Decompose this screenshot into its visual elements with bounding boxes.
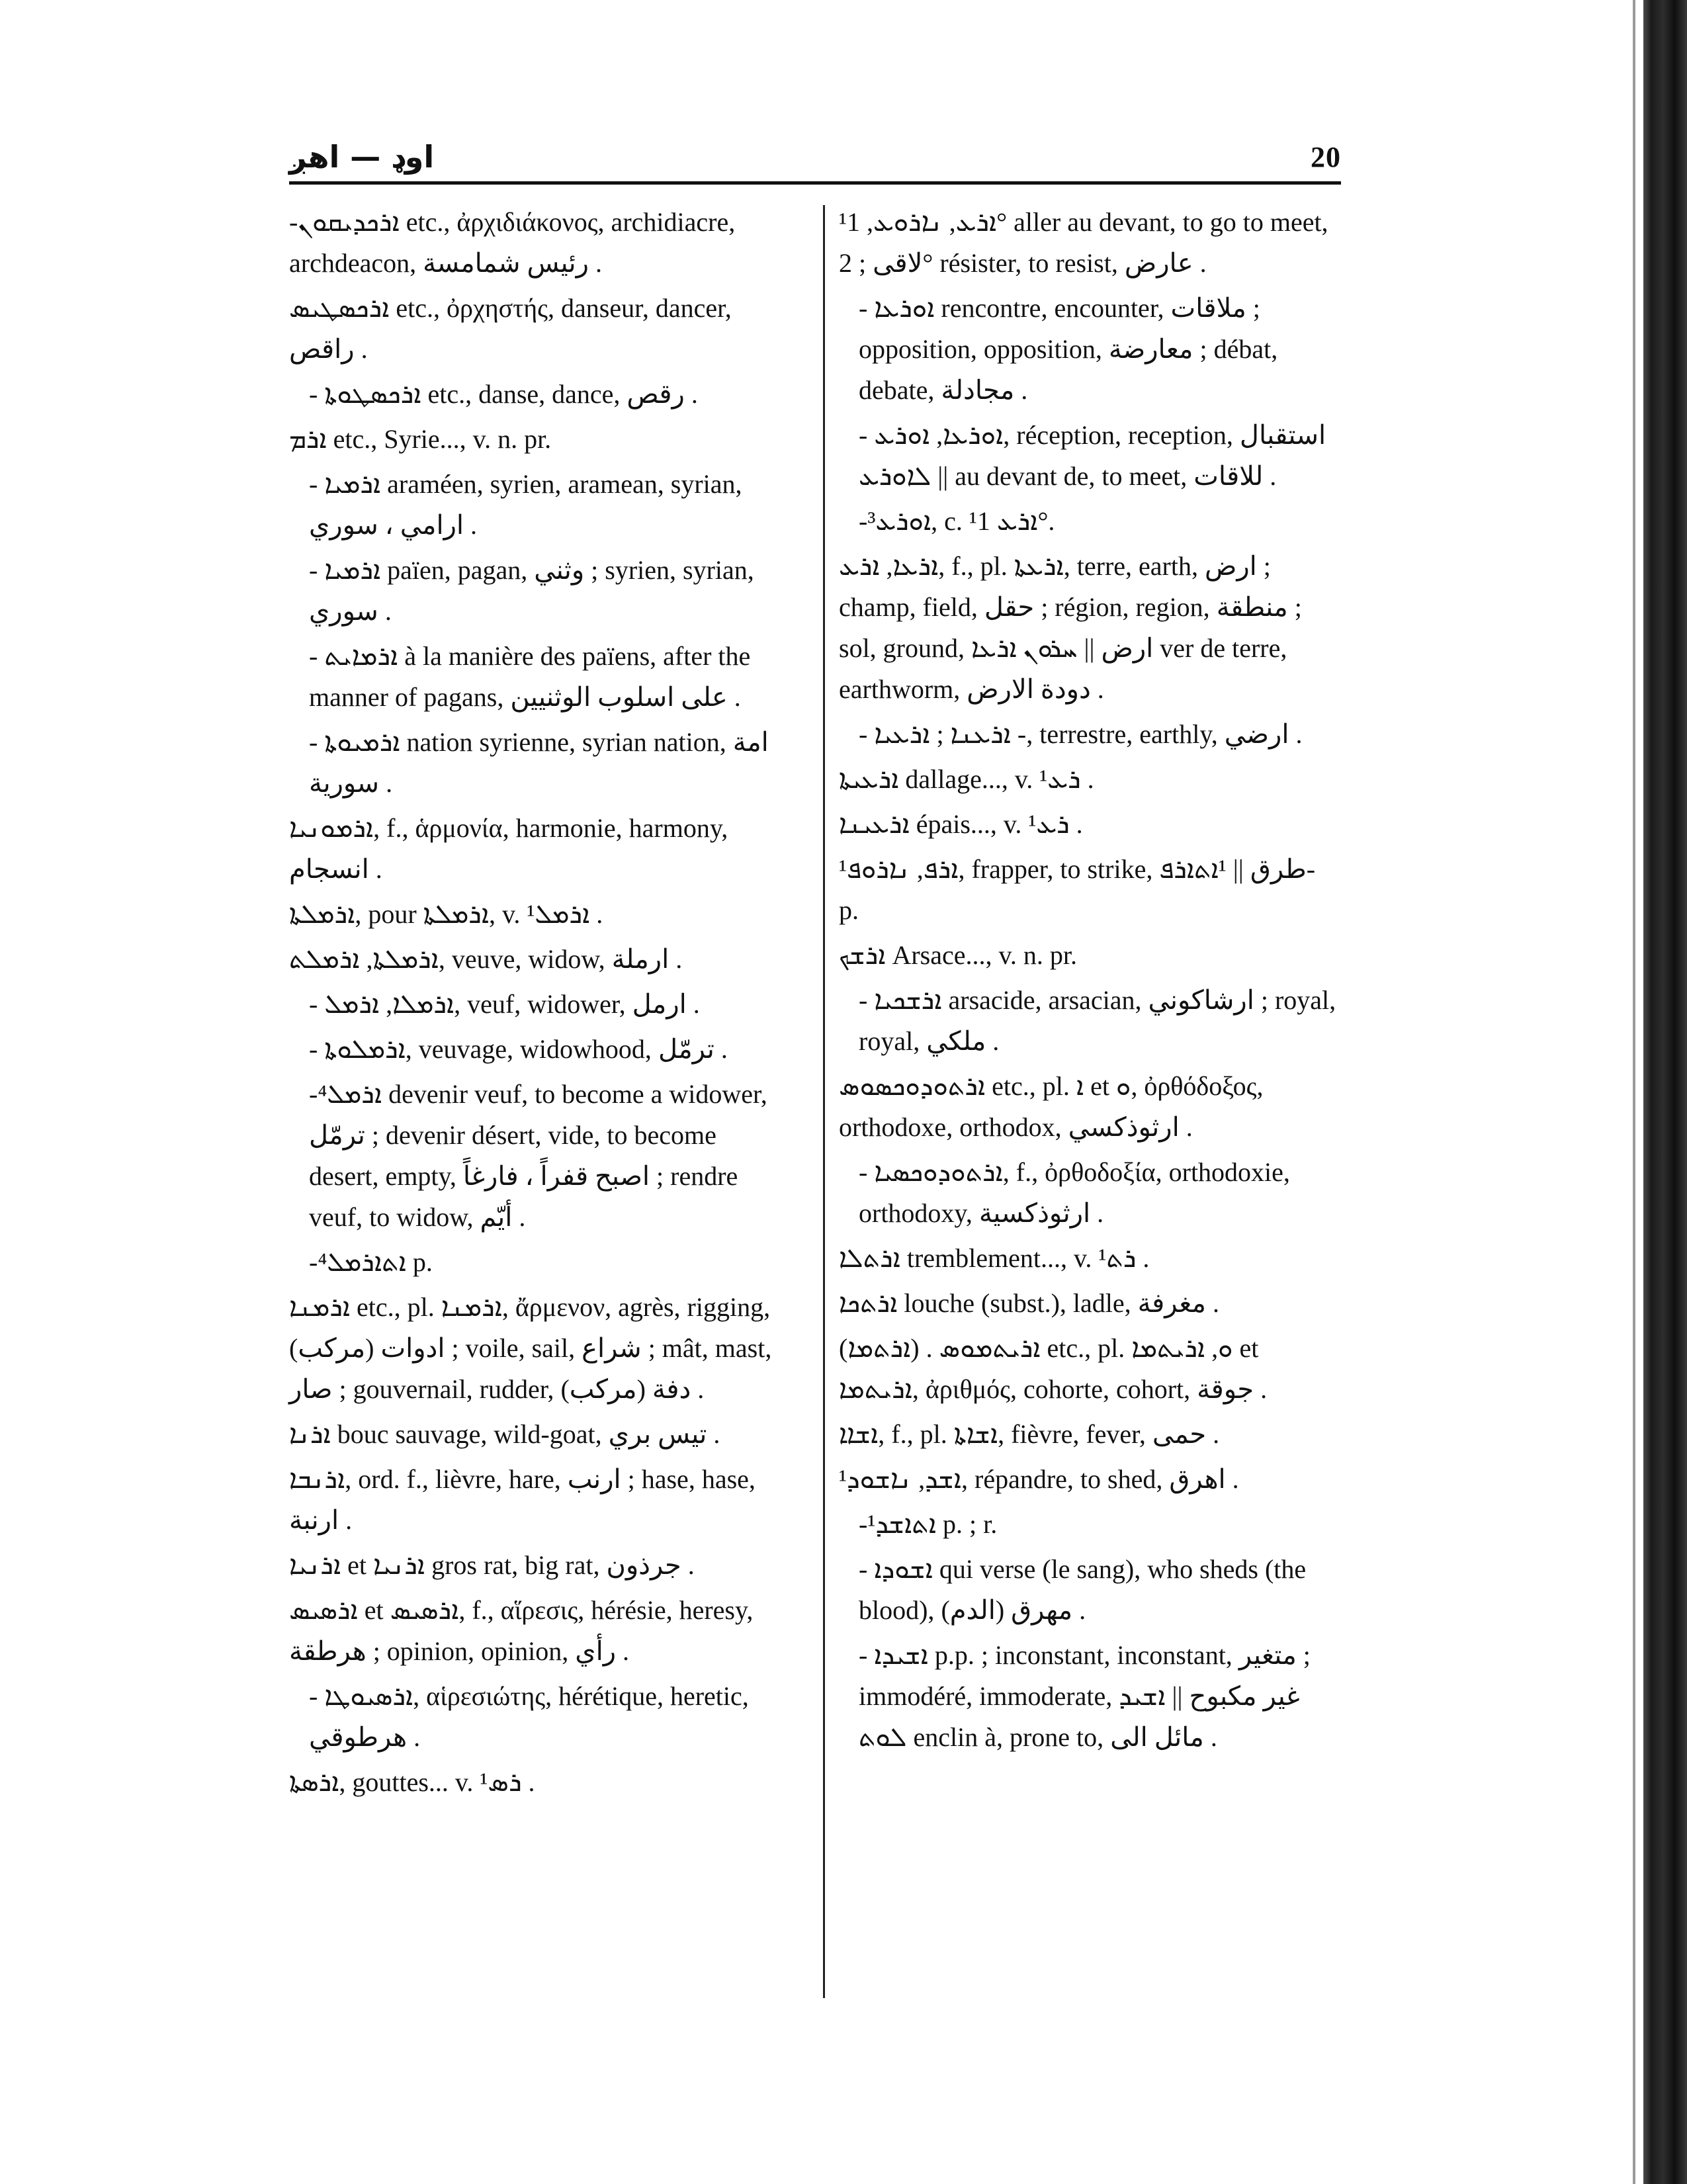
dictionary-entry: ܐܪܢܝܐ et ܐܪܢܝܐ gros rat, big rat, جرذون .	[289, 1550, 695, 1580]
dictionary-entry: ܐܪܡܠܬܐ, pour ܐܪܡܠܬܐ, v. ¹ܐܪܡܠ .	[289, 899, 603, 929]
dictionary-subentry: - ܐܪܡܐܝܬ à la manière des païens, after the manner of pagans, على اسلوب الوثنيين .	[309, 641, 751, 712]
dictionary-subentry: -¹ܐܬܐܫܕ p. ; r.	[859, 1509, 998, 1539]
dictionary-entry: ܐܪܥܝܢܐ épais..., v. ¹ܪܥ .	[839, 809, 1083, 839]
dictionary-subentry: - ܐܪܡܝܐ païen, pagan, وثني ; syrien, syrian, سوري .	[309, 555, 754, 626]
dictionary-subentry: - ܐܪܬܘܕܘܟܣܝܐ, f., ὀρθοδοξία, orthodoxie, orthodoxy, ارثوذكسية .	[859, 1157, 1290, 1228]
dictionary-entry: ¹ܐܪܦ, ܢܐܪܘܦ, frapper, to strike, طرق || ¹ܐܬܐܪܦ- p.	[839, 854, 1316, 925]
dictionary-subentry: - ܐܪܡܝܐ araméen, syrien, aramean, syrian, ارامي ، سوري .	[309, 469, 742, 540]
dictionary-subentry: - ܐܪܥܢܐ ; ܐܪܥܝܐ -, terrestre, earthly, ارضي .	[859, 719, 1303, 749]
dictionary-subentry: - ܐܪܫܟܝܐ arsacide, arsacian, ارشاكوني ; royal, royal, ملكي .	[859, 985, 1336, 1056]
dictionary-subentry: - ܐܪܣܝܘܛܐ, αἱρεσιώτης, hérétique, heretic, هرطوقي .	[309, 1681, 749, 1752]
dictionary-entry: ܐܪܟܣܛܝܣ etc., ὀρχηστής, danseur, dancer, راقص .	[289, 293, 732, 364]
dictionary-entry: ܐܪܡ etc., Syrie..., v. n. pr.	[289, 424, 552, 454]
column-divider	[823, 205, 825, 1998]
dictionary-subentry: - ܐܪܟܣܛܘܬܐ etc., danse, dance, رقص .	[309, 379, 698, 409]
dictionary-entry: ܐܪܢܒܐ, ord. f., lièvre, hare, ارنب ; hase, hase, ارنبة .	[289, 1464, 756, 1535]
right-column	[839, 202, 1342, 1762]
dictionary-subentry: -³ܐܘܪܥ, c. ¹ܐܪܥ 1°.	[859, 506, 1055, 536]
dictionary-entry: ܐܪܥܐ, ܐܪܥ, f., pl. ܐܪܥܬܐ, terre, earth, ارض ; champ, field, حقل ; région, region, منطقة ; sol, ground, ارض || ܚܪܘܢ ܐܪܥܐ ver de terre, earthworm, دودة الارض .	[839, 551, 1302, 704]
dictionary-entry: ܐܪܢܐ bouc sauvage, wild-goat, تيس بري .	[289, 1419, 720, 1449]
dictionary-entry: ܐܪܡܠܬܐ, ܐܪܡܠܬ, veuve, widow, ارملة .	[289, 944, 683, 974]
dictionary-subentry: -⁴ܐܪܡܠ devenir veuf, to become a widower, ترمّل ; devenir désert, vide, to become desert, empty, اصبح قفراً ، فارغاً ; rendre veuf, to widow, أيّم .	[309, 1079, 767, 1232]
dictionary-entry: (ܐܪܬܡܐ) . ܐܪܝܬܡܘܣ etc., pl. ܘ, ܐܪܝܬܡܐ et ܐܪܝܬܡܐ, ἀριθμός, cohorte, cohort, جوقة .	[839, 1333, 1268, 1404]
page-header	[289, 132, 1341, 185]
dictionary-entry: ܐܪܡܘܢܝܐ, f., ἁρμονία, harmonie, harmony, انسجام .	[289, 813, 728, 884]
dictionary-entry: ܐܪܫܟ Arsace..., v. n. pr.	[839, 940, 1078, 970]
page-number: 20	[1311, 141, 1341, 173]
left-column	[289, 202, 792, 1807]
dictionary-entry: ܐܫܐܐ, f., pl. ܐܫܐܬܐ, fièvre, fever, حمى .	[839, 1419, 1220, 1449]
dictionary-subentry: - ܐܫܘܕܐ qui verse (le sang), who sheds (the blood), مهرق (الدم) .	[859, 1554, 1307, 1625]
dictionary-subentry: - ܐܪܡܠܘܬܐ, veuvage, widowhood, ترمّل .	[309, 1034, 728, 1064]
dictionary-entry: ܐܪܬܘܕܘܟܣܘܣ etc., pl. ܐ et ܘ, ὀρθόδοξος, orthodoxe, orthodox, ارثوذكسي .	[839, 1071, 1264, 1142]
dictionary-subentry: - ܐܘܪܥܐ, ܐܘܪܥ, réception, reception, استقبال || ܠܐܘܪܥ au devant de, to meet, للاقات .	[859, 420, 1326, 491]
header-rule	[289, 181, 1341, 185]
dictionary-subentry: -⁴ܐܬܐܪܡܠ p.	[309, 1247, 433, 1277]
running-head: اوډ — اهږ	[289, 139, 435, 175]
dictionary-entry: ܐܪܬܟܐ louche (subst.), ladle, مغرفة .	[839, 1288, 1219, 1318]
dictionary-subentry: - ܐܘܪܥܐ rencontre, encounter, ملاقات ; opposition, opposition, معارضة ; débat, debate, مجادلة .	[859, 293, 1278, 405]
dictionary-entry: ¹ܐܪܥ, ܢܐܪܘܥ, 1° aller au devant, to go to meet, لاقى ; 2° résister, to resist, عارض .	[839, 207, 1328, 278]
dictionary-subentry: - ܐܪܡܠܐ, ܐܪܡܠ, veuf, widower, ارمل .	[309, 989, 700, 1019]
dictionary-entry: -ܐܪܟܕܝܩܘܢ etc., ἀρχιδιάκονος, archidiacre, archdeacon, رئيس شمامسة .	[289, 207, 736, 278]
scan-edge-line	[1633, 0, 1635, 2184]
dictionary-entry: ܐܪܥܝܬܐ dallage..., v. ¹ܪܥ .	[839, 764, 1094, 794]
dictionary-subentry: - ܐܫܝܕܐ p.p. ; inconstant, inconstant, متغير ; immodéré, immoderate, غير مكبوح || ܐܫܝܕ ܠܘܬ enclin à, prone to, مائل الى .	[859, 1640, 1311, 1752]
dictionary-entry: ܐܪܣܝܣ et ܐܪܣܝܣ, f., αἵρεσις, hérésie, heresy, هرطقة ; opinion, opinion, رأي .	[289, 1595, 754, 1666]
dictionary-entry: ܐܪܬܠܐ tremblement..., v. ¹ܪܬ .	[839, 1243, 1150, 1273]
dictionary-entry: ܐܪܣܬܐ, gouttes... v. ¹ܪܣ .	[289, 1767, 535, 1797]
dictionary-subentry: - ܐܪܡܝܘܬܐ nation syrienne, syrian nation, امة سورية .	[309, 727, 769, 798]
scan-binding-edge	[1643, 0, 1687, 2184]
dictionary-entry: ¹ܐܫܕ, ܢܐܫܘܕ, répandre, to shed, اهرق .	[839, 1464, 1239, 1494]
dictionary-entry: ܐܪܡܢܐ etc., pl. ܐܪܡܢܐ, ἄρμενον, agrès, rigging, ادوات (مركب) ; voile, sail, شراع ; mât, mast, صار ; gouvernail, rudder, دفة (مركب) .	[289, 1292, 772, 1404]
